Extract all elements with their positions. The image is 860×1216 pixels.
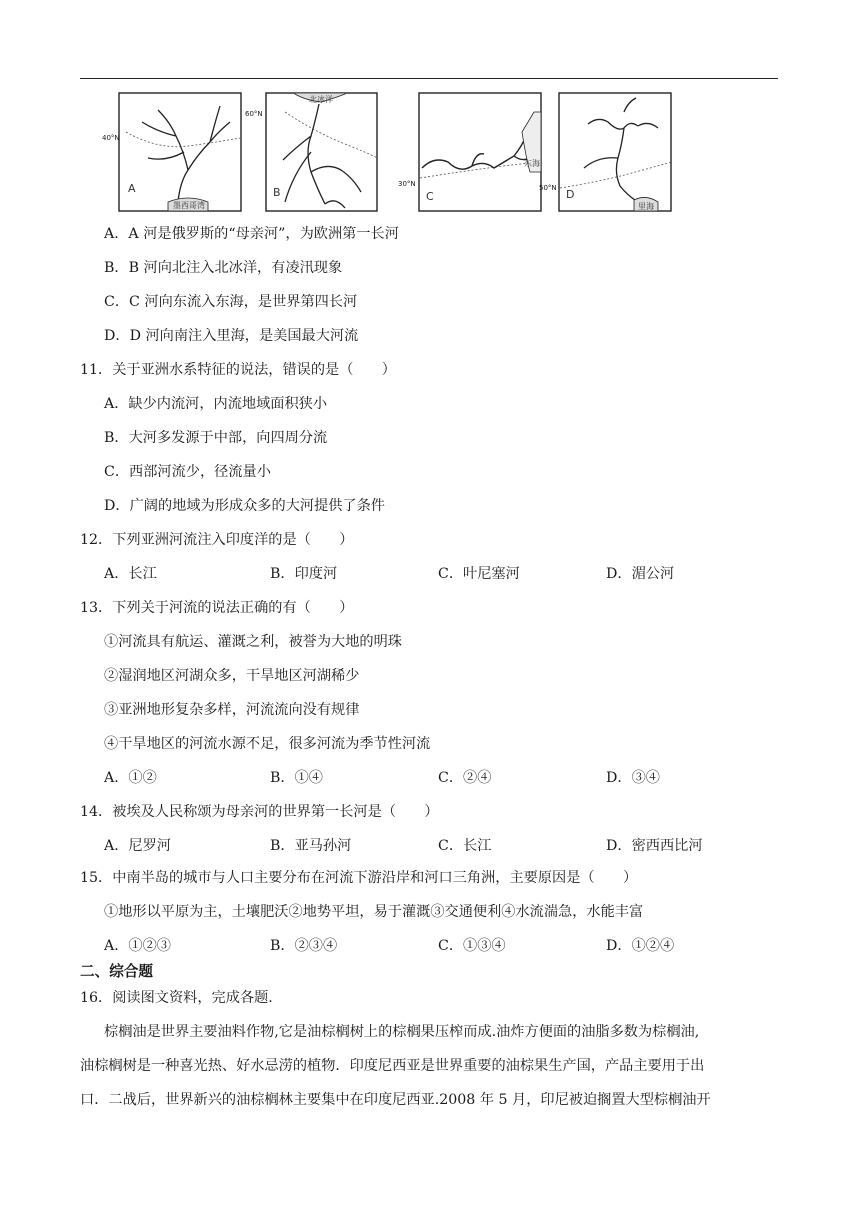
q10-option-b: B．B 河向北注入北冰洋，有凌汛现象 — [104, 260, 343, 276]
map-a — [118, 92, 242, 212]
header-rule — [80, 78, 778, 79]
q16-stem: 16．阅读图文资料，完成各题. — [80, 990, 273, 1006]
map-a-sea-label: 墨西哥湾 — [173, 201, 205, 210]
q10-option-d: D．D 河向南注入里海，是美国最大河流 — [104, 328, 359, 344]
map-d-lat-label: 50°N — [539, 184, 557, 192]
q13-statement-4: ④干旱地区的河流水源不足，很多河流为季节性河流 — [104, 736, 431, 752]
map-b-lat-label: 60°N — [245, 110, 263, 118]
q11-stem: 11．关于亚洲水系特征的说法，错误的是（ ） — [80, 362, 396, 378]
q14-option-c: C．长江 — [438, 838, 492, 854]
q16-para-line-1: 棕榈油是世界主要油料作物,它是油棕榈树上的棕榈果压榨而成.油炸方便面的油脂多数为棕榈油, — [104, 1024, 700, 1040]
q15-option-c: C．①③④ — [438, 938, 506, 954]
q13-statement-2: ②湿润地区河湖众多，干旱地区河湖稀少 — [104, 668, 360, 684]
q14-option-b: B．亚马孙河 — [270, 838, 352, 854]
q15-option-a: A．①②③ — [104, 938, 171, 954]
q11-option-a: A．缺少内流河，内流地域面积狭小 — [104, 396, 328, 412]
q15-option-b: B．②③④ — [270, 938, 338, 954]
map-c-letter: C — [426, 190, 434, 203]
q12-stem: 12．下列亚洲河流注入印度洋的是（ ） — [80, 532, 354, 548]
q10-option-a: A．A 河是俄罗斯的“母亲河”，为欧洲第一长河 — [104, 226, 399, 242]
map-c — [418, 92, 542, 212]
map-b-sea-label: 北冰洋 — [309, 95, 333, 104]
q11-option-d: D．广阔的地域为形成众多的大河提供了条件 — [104, 498, 385, 514]
map-a-letter: A — [128, 182, 136, 195]
map-b-letter: B — [273, 186, 281, 199]
q15-stem: 15．中南半岛的城市与人口主要分布在河流下游沿岸和河口三角洲，主要原因是（ ） — [80, 870, 638, 886]
q15-option-d: D．①②④ — [606, 938, 675, 954]
q15-statements: ①地形以平原为主，土壤肥沃②地势平坦，易于灌溉③交通便利④水流湍急，水能丰富 — [104, 904, 644, 920]
q12-option-c: C．叶尼塞河 — [438, 566, 520, 582]
map-c-sea-label: 东海 — [524, 159, 540, 168]
q13-statement-3: ③亚洲地形复杂多样，河流流向没有规律 — [104, 702, 360, 718]
q13-stem: 13．下列关于河流的说法正确的有（ ） — [80, 600, 354, 616]
q16-para-line-3: 口．二战后，世界新兴的油棕榈林主要集中在印度尼西亚.2008 年 5 月，印尼被迫搁置大型棕榈油开 — [80, 1092, 711, 1108]
q14-stem: 14．被埃及人民称颂为母亲河的世界第一长河是（ ） — [80, 804, 439, 820]
q12-option-d: D．湄公河 — [606, 566, 675, 582]
q11-option-c: C．西部河流少，径流量小 — [104, 464, 271, 480]
q10-option-c: C．C 河向东流入东海，是世界第四长河 — [104, 294, 358, 310]
q13-option-d: D．③④ — [606, 770, 660, 786]
q13-option-c: C．②④ — [438, 770, 492, 786]
map-d — [558, 92, 672, 212]
section-heading-comprehensive: 二、综合题 — [80, 963, 153, 980]
map-b — [265, 92, 378, 212]
q13-option-b: B．①④ — [270, 770, 323, 786]
q14-option-a: A．尼罗河 — [104, 838, 171, 854]
q13-option-a: A．①② — [104, 770, 157, 786]
q11-option-b: B．大河多发源于中部，向四周分流 — [104, 430, 328, 446]
river-maps-figure — [102, 92, 718, 214]
map-c-lat-label: 30°N — [398, 180, 416, 188]
q12-option-b: B．印度河 — [270, 566, 338, 582]
map-d-letter: D — [566, 188, 575, 201]
q16-para-line-2: 油棕榈树是一种喜光热、好水忌涝的植物．印度尼西亚是世界重要的油棕果生产国，产品主要用于出 — [80, 1058, 705, 1074]
q13-statement-1: ①河流具有航运、灌溉之利，被誉为大地的明珠 — [104, 634, 402, 650]
q12-option-a: A．长江 — [104, 566, 157, 582]
map-d-sea-label: 里海 — [638, 202, 654, 211]
q14-option-d: D．密西西比河 — [606, 838, 703, 854]
map-a-lat-label: 40°N — [102, 134, 120, 142]
